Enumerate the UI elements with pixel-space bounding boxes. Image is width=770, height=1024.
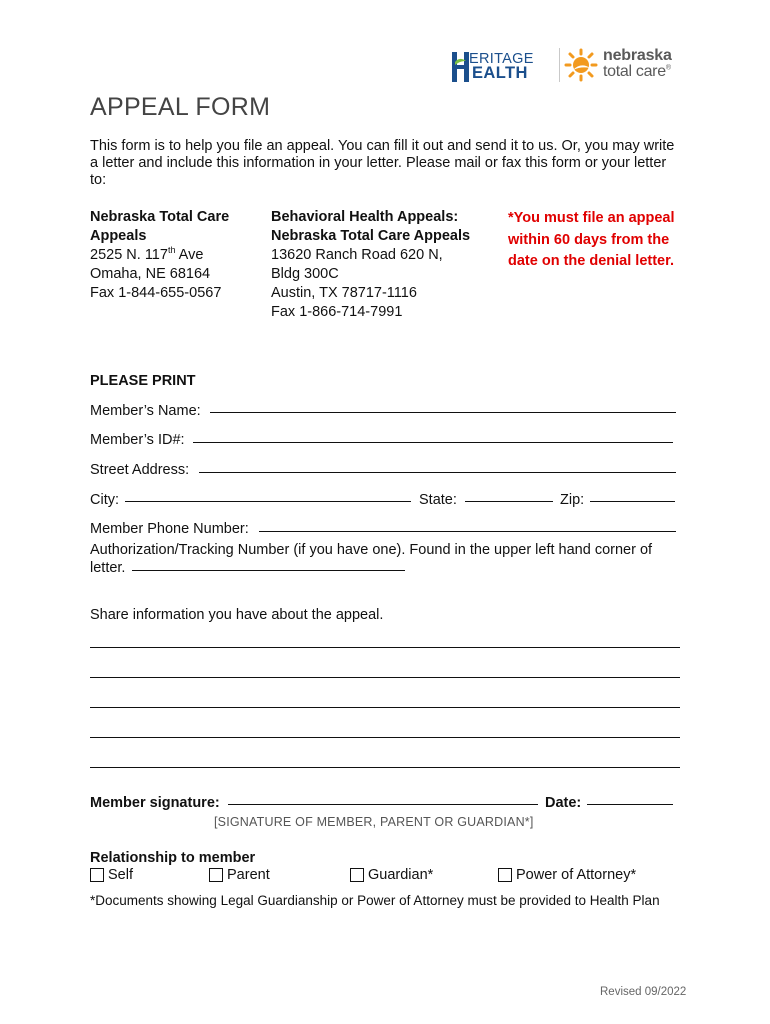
- heritage-health-logo: [452, 50, 556, 82]
- please-print-heading: PLEASE PRINT: [90, 373, 196, 389]
- page-title: APPEAL FORM: [90, 93, 271, 121]
- address-austin-bldg: Bldg 300C: [271, 266, 339, 282]
- option-parent[interactable]: [209, 867, 270, 883]
- appeal-info-line[interactable]: [90, 707, 680, 708]
- signature-note: [SIGNATURE OF MEMBER, PARENT OR GUARDIAN*]: [214, 815, 534, 829]
- option-parent-label: Parent: [227, 867, 270, 883]
- city-label: City:: [90, 492, 119, 508]
- date-label: Date:: [545, 795, 582, 811]
- option-self[interactable]: [90, 867, 133, 883]
- option-self-label: Self: [108, 867, 133, 883]
- address-omaha-name: Nebraska Total Care Appeals: [90, 209, 230, 244]
- checkbox-guardian[interactable]: [350, 868, 364, 882]
- intro-text: This form is to help you file an appeal. You can fill it out and send it to us. Or, you may write a letter and include this information in your letter. Please mail or fax this form or your letter to:: [90, 138, 675, 188]
- checkbox-parent[interactable]: [209, 868, 223, 882]
- member-signature-label: Member signature:: [90, 795, 220, 811]
- option-power-of-attorney[interactable]: [498, 867, 636, 883]
- date-field[interactable]: [587, 804, 673, 805]
- appeal-info-line[interactable]: [90, 737, 680, 738]
- heritage-word-bottom: EALTH: [472, 64, 528, 82]
- address-omaha-street: 2525 N. 117th Ave: [90, 245, 204, 263]
- address-austin-street: 13620 Ranch Road 620 N,: [271, 247, 443, 263]
- revised-date: Revised 09/2022: [600, 986, 687, 998]
- auth-number-field[interactable]: [132, 570, 405, 571]
- address-austin-fax: Fax 1-866-714-7991: [271, 304, 403, 320]
- address-omaha: [90, 208, 265, 303]
- auth-number-label: Authorization/Tracking Number (if you have one). Found in the upper left hand corner of: [90, 542, 653, 558]
- option-power-of-attorney-label: Power of Attorney*: [516, 867, 637, 883]
- street-address-label: Street Address:: [90, 462, 190, 478]
- state-field[interactable]: [465, 501, 553, 502]
- address-omaha-city: Omaha, NE 68164: [90, 266, 211, 282]
- address-omaha-fax: Fax 1-844-655-0567: [90, 285, 222, 301]
- street-address-field[interactable]: [199, 472, 676, 473]
- appeal-info-line[interactable]: [90, 767, 680, 768]
- option-guardian[interactable]: [350, 867, 433, 883]
- logo-divider: [559, 48, 560, 82]
- address-austin-heading: Behavioral Health Appeals:: [271, 209, 459, 225]
- address-austin: [271, 208, 496, 322]
- zip-label: Zip:: [560, 492, 585, 508]
- option-guardian-label: Guardian*: [368, 867, 434, 883]
- ntc-word-top: nebraska: [603, 47, 672, 64]
- member-id-label: Member’s ID#:: [90, 432, 185, 448]
- documents-note: *Documents showing Legal Guardianship or Power of Attorney must be provided to Health Plan: [90, 893, 660, 908]
- appeal-info-line[interactable]: [90, 647, 680, 648]
- auth-number-label-cont: letter.: [90, 560, 126, 576]
- checkbox-self[interactable]: [90, 868, 104, 882]
- state-label: State:: [419, 492, 457, 508]
- sun-icon: [563, 48, 599, 82]
- address-austin-city: Austin, TX 78717-1116: [271, 285, 417, 301]
- member-name-field[interactable]: [210, 412, 676, 413]
- phone-label: Member Phone Number:: [90, 521, 249, 537]
- heritage-word-top: ERITAGE: [469, 51, 534, 67]
- appeal-info-line[interactable]: [90, 677, 680, 678]
- address-austin-name: Nebraska Total Care Appeals: [271, 228, 471, 244]
- member-id-field[interactable]: [193, 442, 673, 443]
- deadline-notice: *You must file an appeal within 60 days from the date on the denial letter.: [508, 210, 675, 269]
- share-info-label: Share information you have about the appeal.: [90, 607, 384, 623]
- phone-field[interactable]: [259, 531, 676, 532]
- ntc-word-bottom: total care®: [603, 63, 671, 80]
- city-field[interactable]: [125, 501, 411, 502]
- member-signature-field[interactable]: [228, 804, 538, 805]
- nebraska-total-care-logo: [563, 46, 688, 84]
- checkbox-power-of-attorney[interactable]: [498, 868, 512, 882]
- member-name-label: Member’s Name:: [90, 403, 201, 419]
- relationship-label: Relationship to member: [90, 850, 256, 866]
- zip-field[interactable]: [590, 501, 675, 502]
